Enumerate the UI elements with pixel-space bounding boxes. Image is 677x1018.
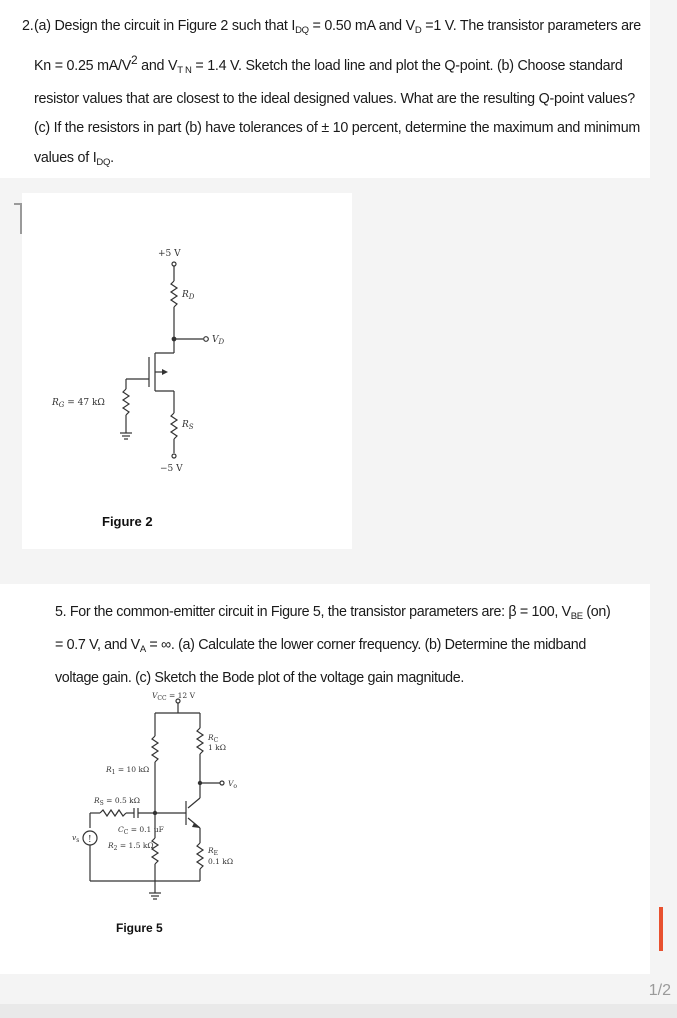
r1-label: $R_1 = 10$ kΩ	[106, 765, 150, 776]
q2-sub-1: DQ	[295, 25, 309, 36]
figure-2-circuit	[22, 193, 352, 549]
figure-5-circuit	[60, 688, 310, 918]
q5-text-3: = ∞. (a) Calculate the lower corner frequency. (b) Determine the midband voltage gain. (c) Sketch the Bode plot of the voltage gain magnitude.	[55, 637, 586, 686]
q5-text-1: 5. For the common-emitter circuit in Figure 5, the transistor parameters are: β = 100, V	[55, 604, 571, 620]
rs-input-resistor	[100, 810, 126, 816]
q2-sub-2: D	[414, 25, 422, 36]
rg-resistor	[123, 389, 129, 415]
vsupply-label: +5 V	[158, 249, 181, 259]
q2-text-2: = 0.50 mA and V	[308, 18, 415, 34]
q2-sub-3: T N	[177, 64, 192, 76]
supply-terminal	[172, 262, 176, 266]
rs5-label: $R_S = 0.5$ kΩ	[94, 796, 140, 807]
figure-2-card	[22, 193, 352, 549]
vneg-label: −5 V	[160, 464, 183, 474]
rs-resistor	[171, 413, 177, 439]
figure-5-caption: Figure 5	[116, 921, 163, 935]
vs-label: $v_s$	[72, 833, 80, 844]
r2-label: $R_2 = 1.5$ kΩ	[108, 841, 154, 852]
q2-text-4: and V	[137, 57, 178, 74]
question-5-text	[55, 598, 615, 693]
bottom-bar	[0, 1004, 677, 1018]
source-polarity: !	[88, 835, 92, 845]
q2-text-1: (a) Design the circuit in Figure 2 such that I	[34, 18, 296, 34]
r1-resistor	[152, 736, 158, 762]
rd-label: $R_D$	[182, 290, 195, 301]
left-bracket-mark	[14, 203, 22, 234]
rg-label: $R_G = 47$ kΩ	[52, 398, 105, 409]
vcc-label: $V_{CC} = 12$ V	[152, 691, 196, 702]
question-2-card	[0, 0, 650, 178]
scroll-position-marker	[659, 907, 663, 951]
cc-label: $C_C = 0.1$ μF	[118, 825, 164, 836]
re-resistor	[197, 843, 203, 869]
rc-resistor	[197, 728, 203, 754]
vd-label: $V_D$	[212, 335, 225, 346]
rs-label: $R_S$	[182, 420, 194, 431]
q2-sup: 2	[131, 52, 138, 67]
question-2-text	[14, 12, 654, 177]
rc-label: $R_C$ 1 kΩ	[208, 733, 226, 752]
q2-text-3: =1 V. The transistor parameters are Kn = 0.25 mA/V	[34, 18, 642, 74]
q5-sub-1: BE	[570, 611, 583, 622]
page-indicator: 1/2	[648, 982, 671, 999]
negative-supply-terminal	[172, 454, 176, 458]
q2-sub-4: DQ	[96, 156, 111, 168]
q2-text-5: = 1.4 V. Sketch the load line and plot the Q-point. (b) Choose standard resistor values that are closest to the ideal designed values. What are the resulting Q-point values? (c) If the resistors in part (b) have tolerances of ± 10 percent, determine the maximum and minimum values of I	[34, 57, 641, 166]
vo-label: $V_o$	[228, 779, 238, 790]
re-label: $R_E$ 0.1 kΩ	[208, 846, 234, 866]
rd-resistor	[171, 281, 177, 307]
question-number: 2.	[22, 18, 34, 34]
q5-text-2: (on) = 0.7 V, and V	[55, 604, 611, 653]
figure-2-caption: Figure 2	[102, 514, 153, 529]
q2-text-6: .	[110, 149, 114, 166]
q5-sub-2: A	[139, 644, 146, 655]
